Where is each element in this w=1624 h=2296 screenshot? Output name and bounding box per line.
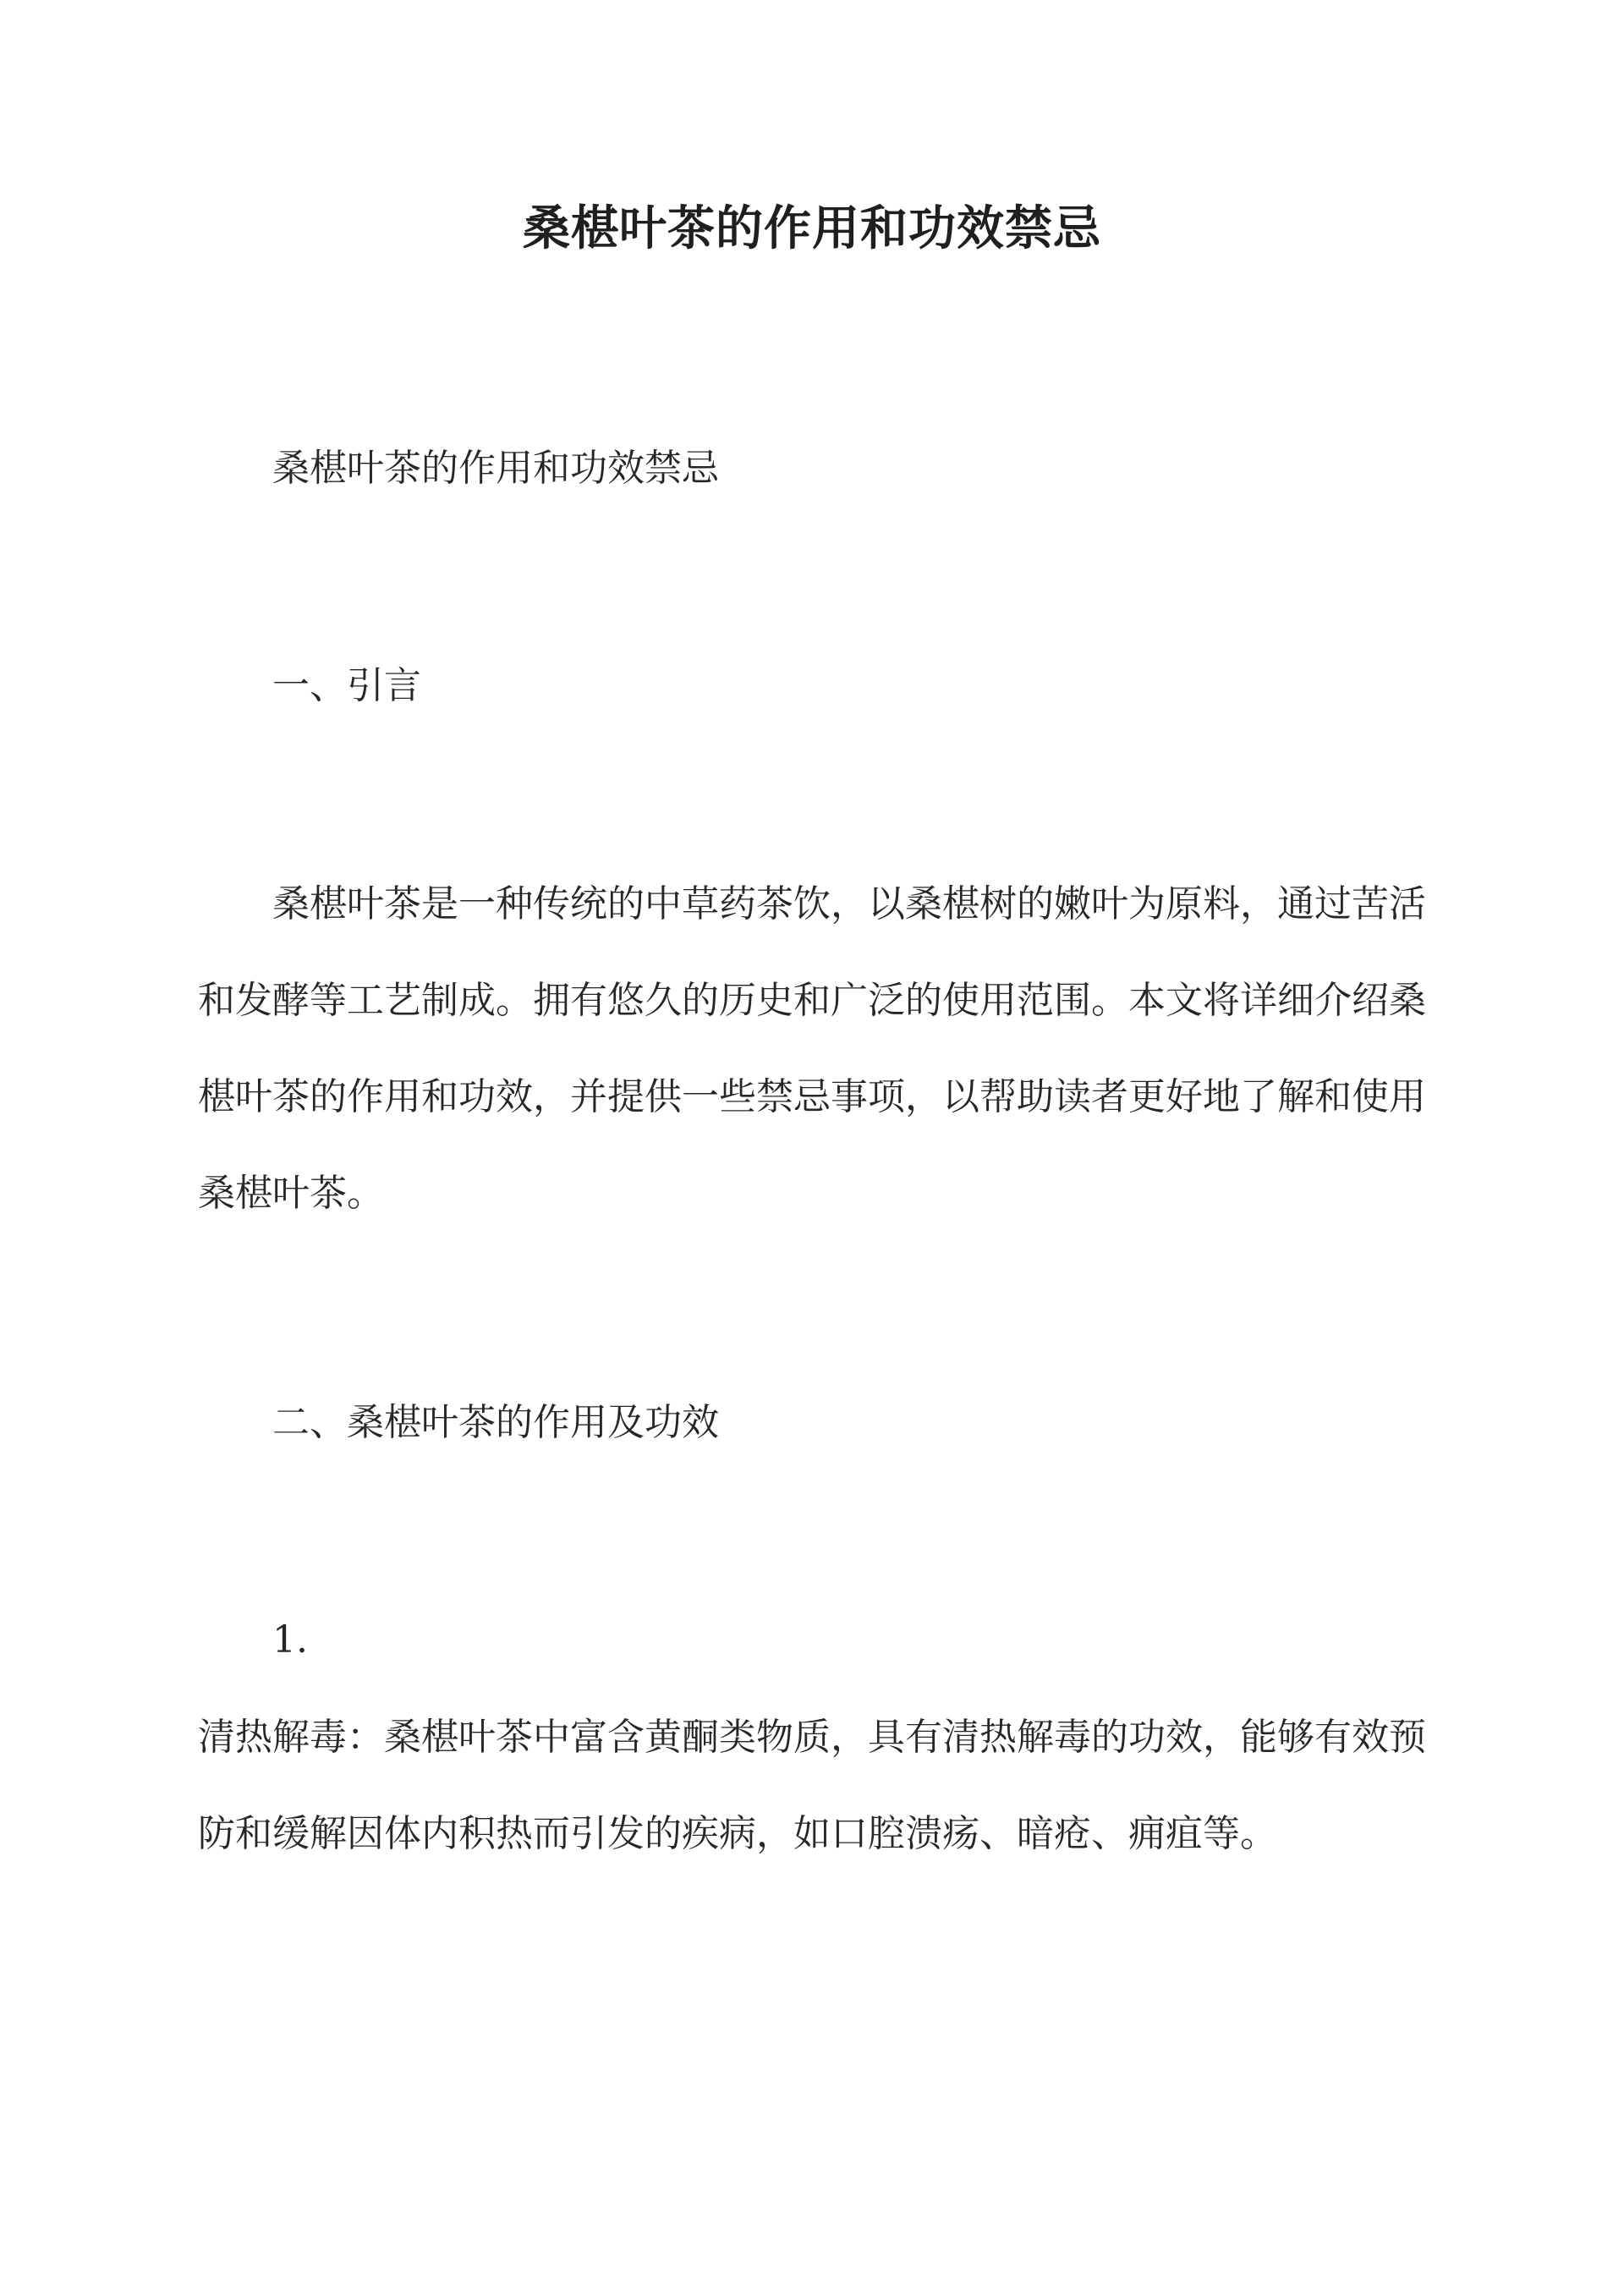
- intro-paragraph: 桑椹叶茶是一种传统的中草药茶饮，以桑椹树的嫩叶为原料，通过苦活和发酵等工艺制成。拥有悠久的历史和广泛的使用范围。本文将详细介绍桑椹叶茶的作用和功效，并提供一些禁忌事项，以帮助读者更好地了解和使用桑椹叶茶。: [198, 882, 1426, 1215]
- section-heading-effects: 二、桑椹叶茶的作用及功效: [272, 1401, 719, 1444]
- section-heading-intro: 一、引言: [272, 664, 421, 707]
- list-item-text: 清热解毒：桑椹叶茶中富含黄酮类物质，具有清热解毒的功效，能够有效预防和缓解因体内积热而引发的疾病，如口腔溃疡、暗疮、痈疽等。: [198, 1716, 1426, 1855]
- document-title: 桑椹叶茶的作用和功效禁忌: [523, 200, 1101, 256]
- document-subtitle: 桑椹叶茶的作用和功效禁忌: [272, 447, 719, 490]
- list-item-number: 1.: [272, 1618, 308, 1662]
